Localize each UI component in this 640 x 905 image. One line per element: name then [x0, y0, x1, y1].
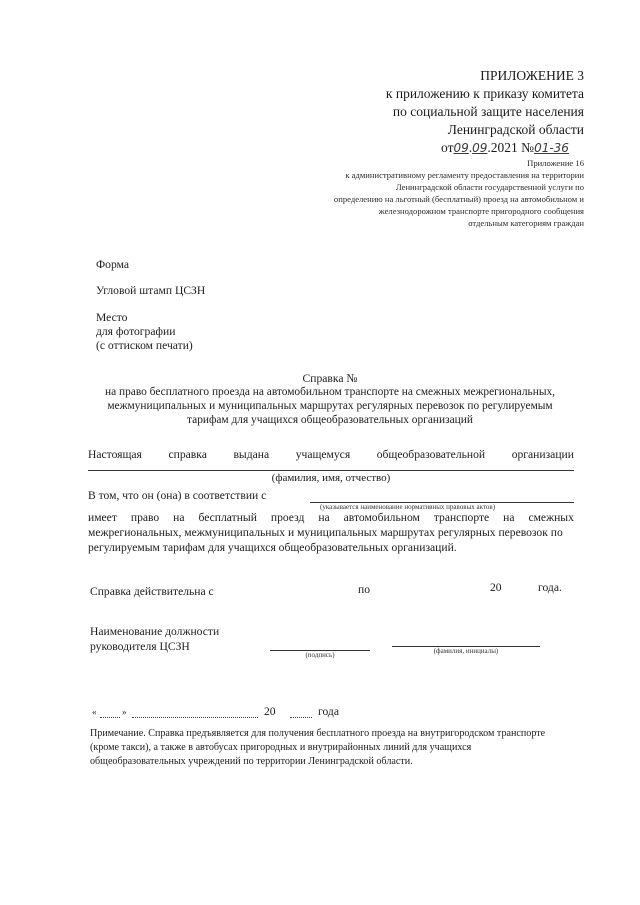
validity-label: Справка действительна с	[90, 585, 214, 598]
validity-year-prefix: 20	[490, 581, 502, 594]
right-word: на	[173, 511, 185, 524]
appendix-title: ПРИЛОЖЕНИЕ 3	[480, 68, 584, 83]
issued-word: общеобразовательной	[376, 448, 486, 461]
regulation-ref-line: к административному регламенту предоставления на территории	[345, 170, 584, 180]
validity-year-suffix: года.	[538, 581, 562, 594]
note-line-text: (кроме такси), а также в автобусах пригородных и внутрирайонных линий для учащихся	[90, 742, 472, 753]
date-separator: .	[468, 140, 473, 155]
right-statement-line	[88, 511, 574, 524]
date-year-prefix: 20	[264, 705, 276, 718]
right-statement-line: межрегиональных, межмуниципальных и муниципальных маршрутах регулярных перевозок по	[88, 526, 563, 539]
position-label: Наименование должности	[90, 625, 220, 638]
issued-word: организации	[511, 448, 574, 461]
certificate-title-line: на право бесплатного проезда на автомобильном транспорте на смежных межрегиональных,	[104, 386, 556, 398]
appendix-ref-line: по социальной защите населения	[392, 104, 584, 119]
appendix-ref-line: Ленинградской области	[447, 122, 584, 137]
right-word: бесплатный	[198, 511, 257, 524]
note-line: Примечание. Справка предъявляется для получения бесплатного проезда на внутригородском транспорте	[90, 728, 546, 739]
photo-place-label: (с оттиском печати)	[96, 339, 193, 352]
issued-word: справка	[168, 448, 207, 461]
regulation-ref-line: Приложение 16	[527, 158, 584, 168]
right-word: право	[130, 511, 160, 524]
right-word: транспорте	[433, 511, 490, 524]
issued-to-line	[88, 448, 574, 461]
student-name-line	[88, 470, 574, 471]
issued-word: Настоящая	[88, 448, 142, 461]
position-label: руководителя ЦСЗН	[90, 640, 190, 653]
date-year-suffix: года	[318, 705, 339, 718]
photo-place-label: Место	[96, 311, 128, 324]
order-number-handwritten: 01-36	[534, 141, 569, 155]
regulation-ref-line: отдельным категориям граждан	[468, 218, 584, 228]
date-day-handwritten: 09	[453, 141, 469, 155]
certificate-title-line: межмуниципальных и муниципальных маршрутах регулярных перевозок по регулируемым	[107, 400, 553, 412]
order-date-line	[441, 138, 569, 158]
confirm-text: В том, что он (она) в соответствии с	[88, 489, 267, 502]
validity-to: по	[358, 583, 371, 596]
certificate-title-line: тарифам для учащихся общеобразовательных организаций	[187, 414, 473, 426]
right-word: автомобильном	[343, 511, 420, 524]
photo-place-label: для фотографии	[96, 325, 176, 338]
appendix-ref-line: к приложению к приказу комитета	[385, 86, 584, 101]
issued-word: выдана	[233, 448, 270, 461]
date-prefix: от	[441, 140, 454, 155]
right-word: имеет	[88, 511, 117, 524]
right-word: проезд	[270, 511, 305, 524]
corner-stamp-label: Угловой штамп ЦСЗН	[96, 284, 206, 297]
right-word: смежных	[528, 511, 574, 524]
right-statement-line: регулируемым тарифам для учащихся общеобразовательных организаций.	[88, 541, 457, 554]
regulation-ref-line: Ленинградской области государственной услуги по	[395, 182, 584, 192]
name-caption: (фамилия, имя, отчество)	[271, 472, 391, 484]
regulation-ref-line: железнодорожном транспорте пригородного сообщения	[378, 206, 584, 216]
regulation-ref-line: определению на льготный (бесплатный) проезд на автомобильном и	[333, 194, 584, 204]
right-word: на	[318, 511, 330, 524]
date-day-blank	[100, 717, 120, 718]
number-prefix: №	[521, 140, 535, 155]
issued-word: учащемуся	[295, 448, 351, 461]
signer-name-caption: (фамилия, инициалы)	[433, 647, 499, 655]
legal-act-caption: (указывается наименование нормативных правовых актов)	[320, 503, 496, 511]
date-year-blank	[290, 717, 312, 718]
note-line: общеобразовательных учреждений по территории Ленинградской области.	[90, 756, 413, 767]
date-month-handwritten: 09	[472, 141, 488, 155]
date-quote-close: »	[122, 707, 127, 717]
date-year: .2021	[487, 140, 518, 155]
date-month-blank	[132, 717, 258, 718]
right-word: на	[503, 511, 515, 524]
note-line	[90, 742, 576, 753]
certificate-number-title: Справка №	[302, 372, 358, 385]
signature-caption: (подпись)	[305, 651, 335, 659]
form-label: Форма	[96, 258, 129, 271]
date-quote-open: «	[92, 707, 97, 717]
